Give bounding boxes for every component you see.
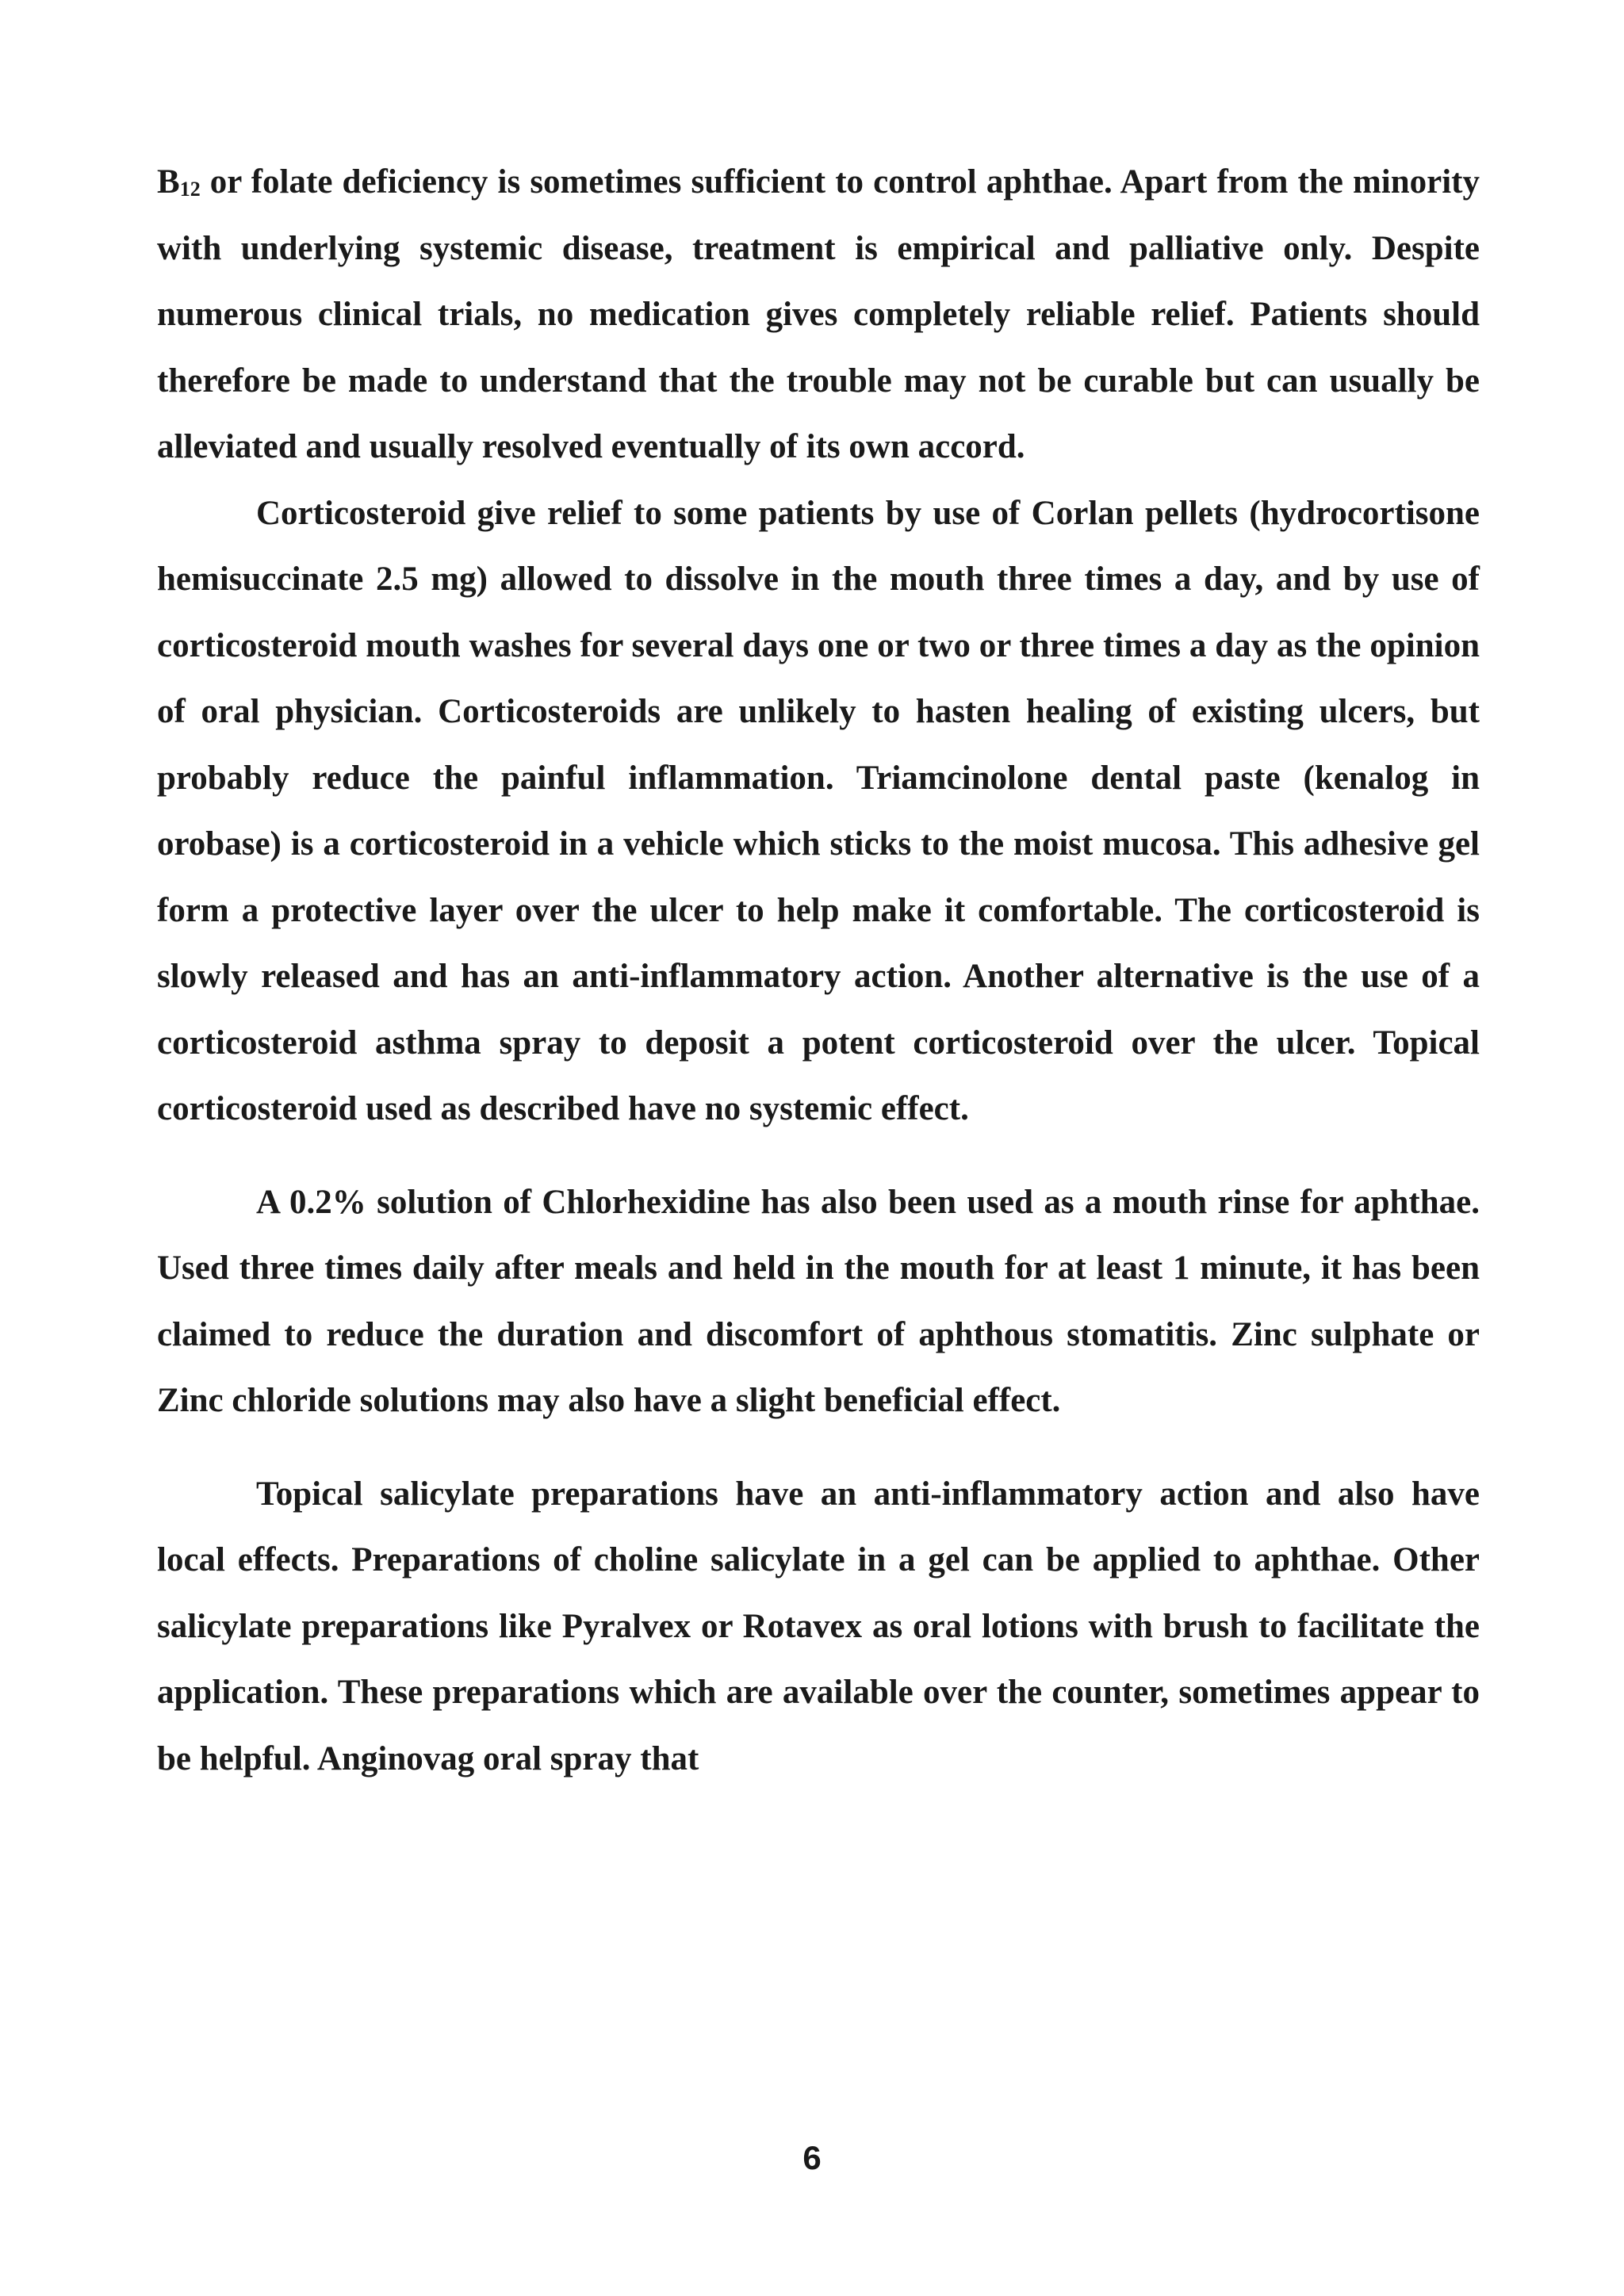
b12-subscript: 12 bbox=[179, 178, 201, 201]
paragraph-2: Corticosteroid give relief to some patients by use of Corlan pellets (hydrocortisone hemisuccinate 2.5 mg) allowed to dissolve in the mouth three times a day, and by use of corticosteroid mouth washes for several days one or two or three times a day as the opinion of oral physician. Corticosteroids are unlikely to hasten healing of existing ulcers, but probably reduce the painful inflammation. Triamcinolone dental paste (kenalog in orobase) is a corticosteroid in a vehicle which sticks to the moist mucosa. This adhesive gel form a protective layer over the ulcer to help make it comfortable. The corticosteroid is slowly released and has an anti-inflammatory action. Another alternative is the use of a corticosteroid asthma spray to deposit a potent corticosteroid over the ulcer. Topical corticosteroid used as described have no systemic effect. bbox=[157, 494, 1480, 1127]
paragraph-4: Topical salicylate preparations have an anti-inflammatory action and also have local effects. Preparations of choline salicylate in a gel can be applied to aphthae. Other salicylate preparations like Pyralvex or Rotavex as oral lotions with brush to facilitate the application. These preparations which are available over the counter, sometimes appear to be helpful. Anginovag oral spray that bbox=[157, 1475, 1480, 1777]
page-number: 6 bbox=[802, 2139, 822, 2176]
paragraph-1 bbox=[157, 149, 1480, 480]
document-body bbox=[157, 149, 1480, 1792]
b12-letter: B bbox=[157, 163, 180, 201]
paragraph-1-text: or folate deficiency is sometimes sufficient to control aphthae. Apart from the minority with underlying systemic disease, treatment is empirical and palliative only. Despite numerous clinical trials, no medication gives completely reliable relief. Patients should therefore be made to understand that the trouble may not be curable but can usually be alleviated and usually resolved eventually of its own accord. bbox=[157, 163, 1480, 465]
paragraph-3: A 0.2% solution of Chlorhexidine has also been used as a mouth rinse for aphthae. Used three times daily after meals and held in the mouth for at least 1 minute, it has been claimed to reduce the duration and discomfort of aphthous stomatitis. Zinc sulphate or Zinc chloride solutions may also have a slight beneficial effect. bbox=[157, 1183, 1480, 1419]
